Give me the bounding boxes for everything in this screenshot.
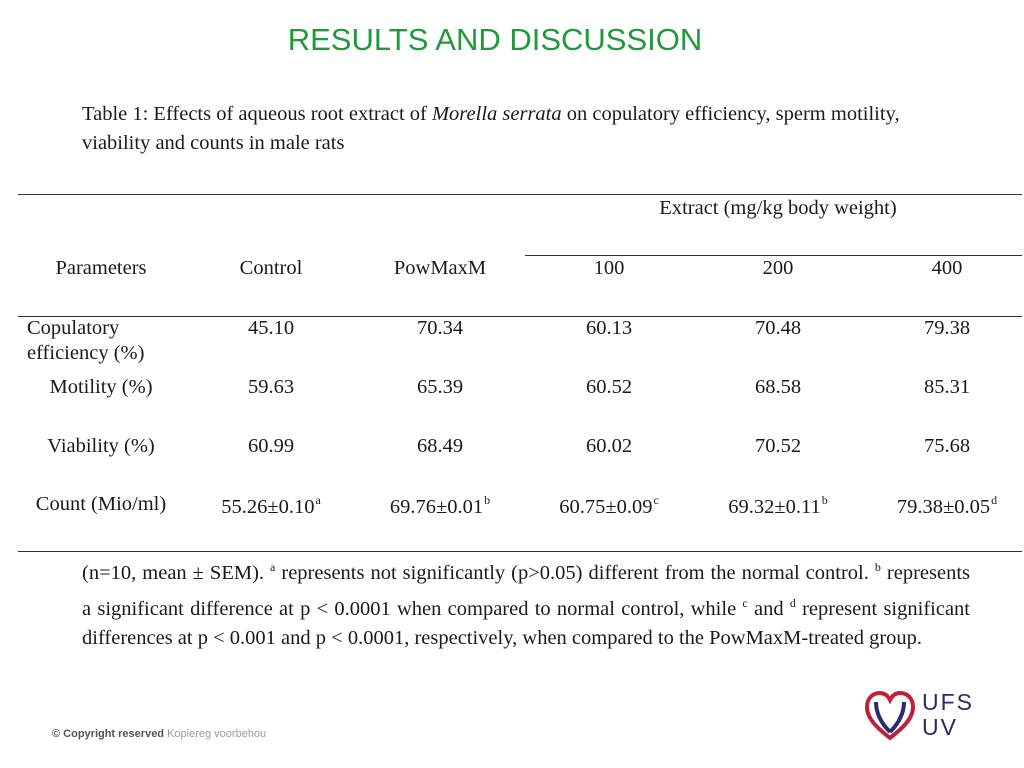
superscript: c (742, 595, 748, 610)
table-top-rule (18, 194, 1022, 195)
row-label-copulatory-line2: efficiency (%) (27, 342, 145, 364)
table-bottom-rule (18, 551, 1022, 552)
ufs-heart-emblem-icon (862, 688, 918, 744)
table-cell: 70.48 (754, 317, 802, 339)
caption-species: Morella serrata (431, 103, 562, 125)
superscript: b (874, 560, 881, 574)
table-cell: 70.52 (754, 435, 802, 457)
table-cell: 60.75±0.09$^c$ (559, 493, 659, 518)
superscript: d (789, 595, 796, 610)
superscript: a (315, 493, 321, 507)
superscript: d (991, 493, 998, 507)
table-cell: 75.68 (923, 435, 971, 457)
superscript: c (653, 493, 659, 507)
copyright-text: © Copyright reserved (52, 728, 165, 740)
header-parameters: Parameters (55, 257, 147, 279)
table-cell: 79.38 (923, 317, 971, 339)
ufs-logo-text (922, 690, 982, 740)
row-label-motility: Motility (%) (49, 376, 153, 398)
table-cell: 68.58 (754, 376, 802, 398)
table-cell: 60.02 (585, 435, 633, 457)
table-cell: 59.63 (247, 376, 295, 398)
table-cell: 60.13 (585, 317, 633, 339)
table-cell: 60.52 (585, 376, 633, 398)
slide-title: RESULTS AND DISCUSSION (287, 22, 703, 57)
superscript: b (821, 493, 828, 507)
table-cell: 85.31 (923, 376, 971, 398)
group-header-rule (525, 255, 1022, 256)
caption-suffix: on copulatory efficiency, sperm motility, viability and counts in male rats (82, 103, 900, 154)
row-label-viability: Viability (%) (47, 435, 155, 457)
header-powmaxm: PowMaxM (393, 257, 487, 279)
table-cell: 70.34 (416, 317, 464, 339)
table-cell: 79.38±0.05$^d$ (896, 493, 998, 518)
table-cell: 69.76±0.01$^b$ (389, 493, 491, 518)
header-bottom-rule (18, 316, 1022, 317)
superscript: a (270, 560, 276, 574)
table-footnote: (n=10, mean ± SEM). $^a$ represents not significantly (p>0.05) different from the normal control. $^b$ represents a significant difference at p < 0.0001 when compared to normal control, while $^c$ and $^d$ represent significant differences at p < 0.001 and p < 0.0001, respectively, when compared to the PowMaxM-treated group. (82, 560, 970, 649)
table-cell: 60.99 (247, 435, 295, 457)
table-cell: 45.10 (247, 317, 295, 339)
table-cell: 55.26±0.10$^a$ (221, 493, 321, 518)
logo-line-ufs: UFS (922, 689, 974, 715)
header-control: Control (239, 257, 303, 279)
row-label-copulatory-line1: Copulatory (27, 317, 120, 339)
table-cell: 65.39 (416, 376, 464, 398)
superscript: b (484, 493, 491, 507)
row-label-count: Count (Mio/ml) (35, 493, 167, 515)
caption-prefix: Table 1: Effects of aqueous root extract of (82, 103, 432, 125)
header-dose-200: 200 (762, 257, 794, 279)
copyright-text-afrikaans: Kopiereg voorbehou (167, 728, 267, 740)
table-cell: 69.32±0.11$^b$ (728, 493, 828, 518)
row-label-copulatory (27, 316, 144, 366)
header-dose-100: 100 (593, 257, 625, 279)
table-cell: 68.49 (416, 435, 464, 457)
header-dose-400: 400 (931, 257, 963, 279)
logo-line-uv: UV (922, 714, 958, 740)
group-header: Extract (mg/kg body weight) (659, 197, 897, 219)
copyright-notice (52, 728, 266, 740)
